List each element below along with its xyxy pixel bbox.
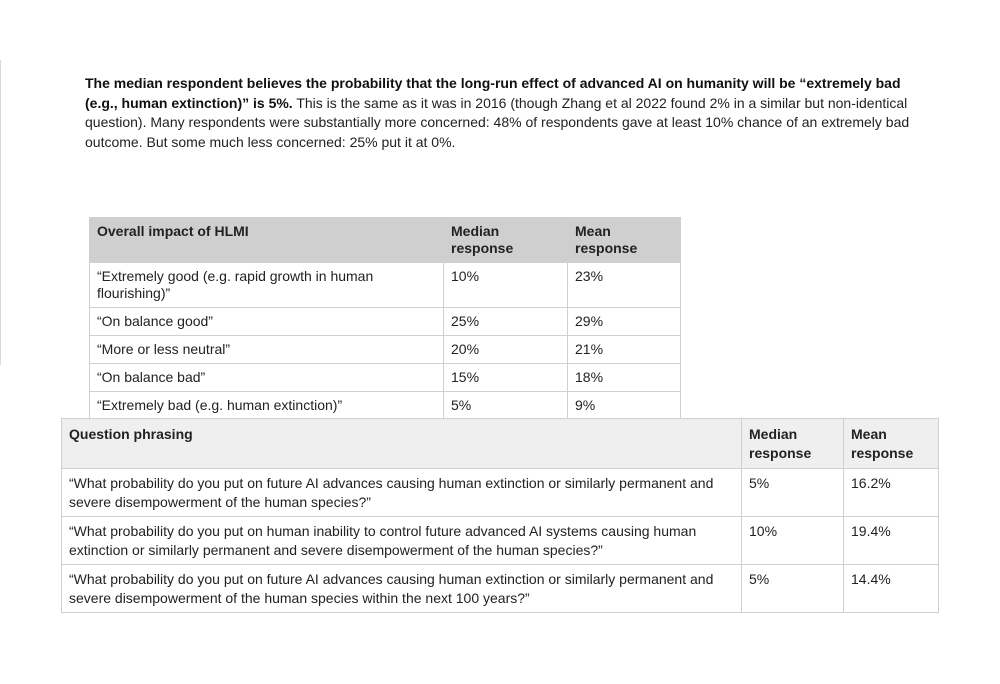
question-cell: “What probability do you put on human inability to control future advanced AI systems causing human extinction or similarly permanent and severe disempowerment of the human species?” bbox=[62, 517, 742, 565]
intro-bold-text: The median respondent believes the probability that the long-run effect of advanced AI on humanity will be “extremely bad (e.g., human extinction)” is 5%. bbox=[85, 75, 901, 111]
column-header-mean: Mean response bbox=[568, 218, 681, 263]
question-cell: “What probability do you put on future AI advances causing human extinction or similarly permanent and severe disempowerment of the human species?” bbox=[62, 469, 742, 517]
median-cell: 10% bbox=[742, 517, 844, 565]
table-header-row bbox=[90, 218, 681, 263]
question-cell: “What probability do you put on future AI advances causing human extinction or similarly permanent and severe disempowerment of the human species within the next 100 years?” bbox=[62, 565, 742, 613]
mean-cell: 9% bbox=[568, 392, 681, 420]
table-row bbox=[62, 469, 939, 517]
table-row bbox=[90, 263, 681, 308]
table-header-row bbox=[62, 419, 939, 469]
impact-cell: “Extremely bad (e.g. human extinction)” bbox=[90, 392, 444, 420]
page-edge-divider bbox=[0, 60, 1, 365]
mean-cell: 23% bbox=[568, 263, 681, 308]
median-cell: 5% bbox=[444, 392, 568, 420]
impact-cell: “On balance bad” bbox=[90, 364, 444, 392]
mean-cell: 16.2% bbox=[844, 469, 939, 517]
column-header-question: Question phrasing bbox=[62, 419, 742, 469]
mean-cell: 14.4% bbox=[844, 565, 939, 613]
mean-cell: 21% bbox=[568, 336, 681, 364]
impact-cell: “Extremely good (e.g. rapid growth in human flourishing)” bbox=[90, 263, 444, 308]
table-row bbox=[90, 336, 681, 364]
mean-cell: 18% bbox=[568, 364, 681, 392]
mean-cell: 29% bbox=[568, 308, 681, 336]
column-header-impact: Overall impact of HLMI bbox=[90, 218, 444, 263]
impact-cell: “More or less neutral” bbox=[90, 336, 444, 364]
median-cell: 20% bbox=[444, 336, 568, 364]
table-row bbox=[90, 364, 681, 392]
hlmi-impact-table bbox=[89, 217, 681, 420]
mean-cell: 19.4% bbox=[844, 517, 939, 565]
table-row bbox=[90, 392, 681, 420]
median-cell: 25% bbox=[444, 308, 568, 336]
column-header-median: Median response bbox=[742, 419, 844, 469]
table-row bbox=[90, 308, 681, 336]
table-row bbox=[62, 565, 939, 613]
question-phrasing-table bbox=[61, 418, 939, 613]
intro-paragraph bbox=[85, 74, 925, 152]
column-header-mean: Mean response bbox=[844, 419, 939, 469]
median-cell: 5% bbox=[742, 469, 844, 517]
median-cell: 10% bbox=[444, 263, 568, 308]
median-cell: 5% bbox=[742, 565, 844, 613]
median-cell: 15% bbox=[444, 364, 568, 392]
column-header-median: Median response bbox=[444, 218, 568, 263]
intro-rest-text: This is the same as it was in 2016 (though Zhang et al 2022 found 2% in a similar but non-identical question). Many respondents were substantially more concerned: 48% of respondents gave at least 10% chance of an extremely bad outcome. But some much less concerned: 25% put it at 0%. bbox=[85, 94, 910, 150]
impact-cell: “On balance good” bbox=[90, 308, 444, 336]
table-row bbox=[62, 517, 939, 565]
